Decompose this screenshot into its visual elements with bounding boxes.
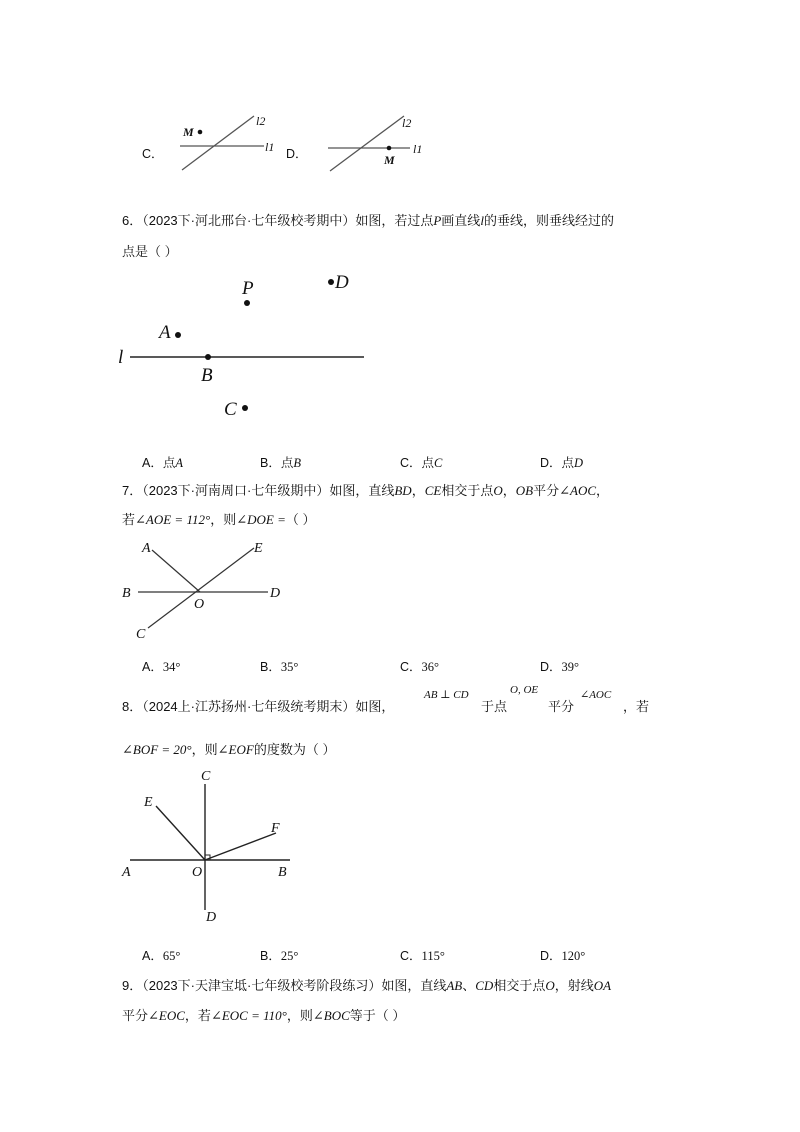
q7-option-d[interactable]: D．39° xyxy=(540,660,580,674)
q7-option-b[interactable]: B．35° xyxy=(260,660,299,674)
q7-line2-end: （ ） xyxy=(285,512,316,527)
q9-text-2: 相交于点 xyxy=(493,978,546,993)
q6-option-a[interactable]: A．点A xyxy=(142,456,183,470)
q9-line2-mid2: ，则 xyxy=(286,1008,313,1023)
q9-stem-line2 xyxy=(122,1006,405,1026)
ray-oe xyxy=(156,806,205,860)
q6-option-d[interactable]: D．点D xyxy=(540,456,584,470)
label-l2: l2 xyxy=(256,114,266,128)
label-f: F xyxy=(271,821,280,836)
q6-stem-line1 xyxy=(122,211,614,231)
q9-text-1: 如图，直线 xyxy=(381,978,447,993)
q8-stem-line2 xyxy=(122,740,335,760)
q7-sep: ， xyxy=(411,483,425,498)
q7-source: （2023下·河南周口·七年级期中） xyxy=(142,483,330,498)
q6-source: （2023下·河北邢台·七年级校考期中） xyxy=(142,213,356,228)
q8-aoc: ∠AOC xyxy=(580,689,612,701)
point-d xyxy=(328,279,334,285)
label-l: l xyxy=(118,347,124,368)
q7-var-bd: BD xyxy=(394,483,412,498)
q8-text-5: ，则 xyxy=(191,742,218,757)
q7-var-ob: OB xyxy=(515,483,534,498)
q8-option-d[interactable]: D．120° xyxy=(540,949,586,963)
q7-var-o: O xyxy=(493,483,503,498)
label-a: A xyxy=(159,322,171,343)
label-d: D xyxy=(206,910,217,924)
ray-of xyxy=(205,833,276,860)
q6-var-p: P xyxy=(433,213,442,228)
q8-target: ∠EOF xyxy=(217,742,254,757)
q7-target: ∠DOE = xyxy=(236,512,286,527)
q9-line2-pre: 平分 xyxy=(122,1008,149,1023)
q7-line2-pre: 若 xyxy=(122,512,136,527)
q7-stem-line2 xyxy=(122,510,315,530)
q9-given: ∠EOC = 110° xyxy=(210,1008,287,1023)
q9-number: 9． xyxy=(122,978,143,993)
q7-stem-line1 xyxy=(122,481,609,501)
q8-option-a[interactable]: A．65° xyxy=(142,949,181,963)
point-m xyxy=(387,146,392,151)
q9-var-cd: CD xyxy=(475,978,494,993)
q7-text-3: 平分 xyxy=(533,483,560,498)
q6-option-b[interactable]: B．点B xyxy=(260,456,301,470)
q7-var-aoc: ∠AOC xyxy=(559,483,597,498)
q8-stem-line1-a xyxy=(122,697,394,717)
q9-var-o: O xyxy=(545,978,555,993)
q9-var-oa: OA xyxy=(593,978,612,993)
q9-sep: 、 xyxy=(462,978,476,993)
point-p xyxy=(244,300,250,306)
q8-option-b[interactable]: B．25° xyxy=(260,949,299,963)
label-c: C xyxy=(201,769,211,784)
q7-given: ∠AOE = 112° xyxy=(135,512,211,527)
ray-oa xyxy=(152,550,200,592)
label-o: O xyxy=(192,865,203,880)
label-o: O xyxy=(194,597,205,612)
q7-option-a[interactable]: A．34° xyxy=(142,660,181,674)
q7-comma: ， xyxy=(502,483,516,498)
q5-option-c-label: C． xyxy=(142,147,164,161)
q6-figure xyxy=(112,268,382,428)
q8-figure xyxy=(116,764,300,924)
label-c: C xyxy=(136,627,146,642)
q6-text-c: 的垂线，则垂线经过的 xyxy=(483,213,614,228)
q6-stem-line2: 点是（ ） xyxy=(122,244,178,259)
label-b: B xyxy=(278,865,287,880)
q6-text-a: 如图，若过点 xyxy=(355,213,434,228)
q8-text-3: 平分 xyxy=(548,699,575,714)
label-l1: l1 xyxy=(265,140,275,154)
label-d: D xyxy=(270,586,281,601)
q5-figure-c xyxy=(172,110,282,174)
q9-var-eoc: ∠EOC xyxy=(148,1008,185,1023)
q7-text-2: 相交于点 xyxy=(441,483,494,498)
q8-given: ∠BOF = 20° xyxy=(122,742,192,757)
q8-text-1: 如图， xyxy=(355,699,395,714)
point-m xyxy=(198,130,203,135)
q8-option-c[interactable]: C．115° xyxy=(400,949,445,963)
q8-perp: AB ⊥ CD xyxy=(424,689,469,701)
label-b: B xyxy=(122,586,131,601)
q6-var-l: l xyxy=(480,213,484,228)
q7-option-c[interactable]: C．36° xyxy=(400,660,440,674)
q9-var-ab: AB xyxy=(446,978,463,993)
q5-option-d-label: D． xyxy=(286,147,308,161)
point-b xyxy=(205,354,211,360)
q8-text-2: 于点 xyxy=(481,699,508,714)
q6-number: 6． xyxy=(122,213,143,228)
q6-text-b: 画直线 xyxy=(441,213,481,228)
q6-option-c[interactable]: C．点C xyxy=(400,456,443,470)
point-a xyxy=(175,332,181,338)
label-p: P xyxy=(242,278,254,299)
label-a: A xyxy=(142,541,151,556)
label-l1: l1 xyxy=(413,142,423,156)
label-b: B xyxy=(201,365,213,386)
q9-source: （2023下·天津宝坻·七年级校考阶段练习） xyxy=(142,978,382,993)
q9-text-3: ，射线 xyxy=(554,978,594,993)
q9-target: ∠BOC xyxy=(312,1008,350,1023)
q8-oe: O, OE xyxy=(510,684,539,696)
q8-source: （2024上·江苏扬州·七年级统考期末） xyxy=(142,699,356,714)
label-m: M xyxy=(384,153,395,167)
label-a: A xyxy=(122,865,131,880)
q7-figure xyxy=(118,534,298,646)
label-m: M xyxy=(183,125,194,139)
q8-number: 8． xyxy=(122,699,143,714)
q5-figure-d xyxy=(322,110,432,174)
q9-stem-line1 xyxy=(122,976,611,996)
q8-text-4: ，若 xyxy=(623,699,650,714)
q7-end: ， xyxy=(596,483,610,498)
q9-line2-mid: ，若 xyxy=(184,1008,211,1023)
q9-line2-end: 等于（ ） xyxy=(349,1008,406,1023)
point-c xyxy=(242,405,248,411)
label-d: D xyxy=(335,272,349,293)
q7-line2-mid: ，则 xyxy=(210,512,237,527)
label-e: E xyxy=(254,541,263,556)
label-c: C xyxy=(224,399,237,420)
label-l2: l2 xyxy=(402,116,412,130)
q8-text-6: 的度数为（ ） xyxy=(253,742,336,757)
q7-number: 7． xyxy=(122,483,143,498)
q7-text-1: 如图，直线 xyxy=(329,483,395,498)
label-e: E xyxy=(144,795,153,810)
q7-var-ce: CE xyxy=(424,483,442,498)
